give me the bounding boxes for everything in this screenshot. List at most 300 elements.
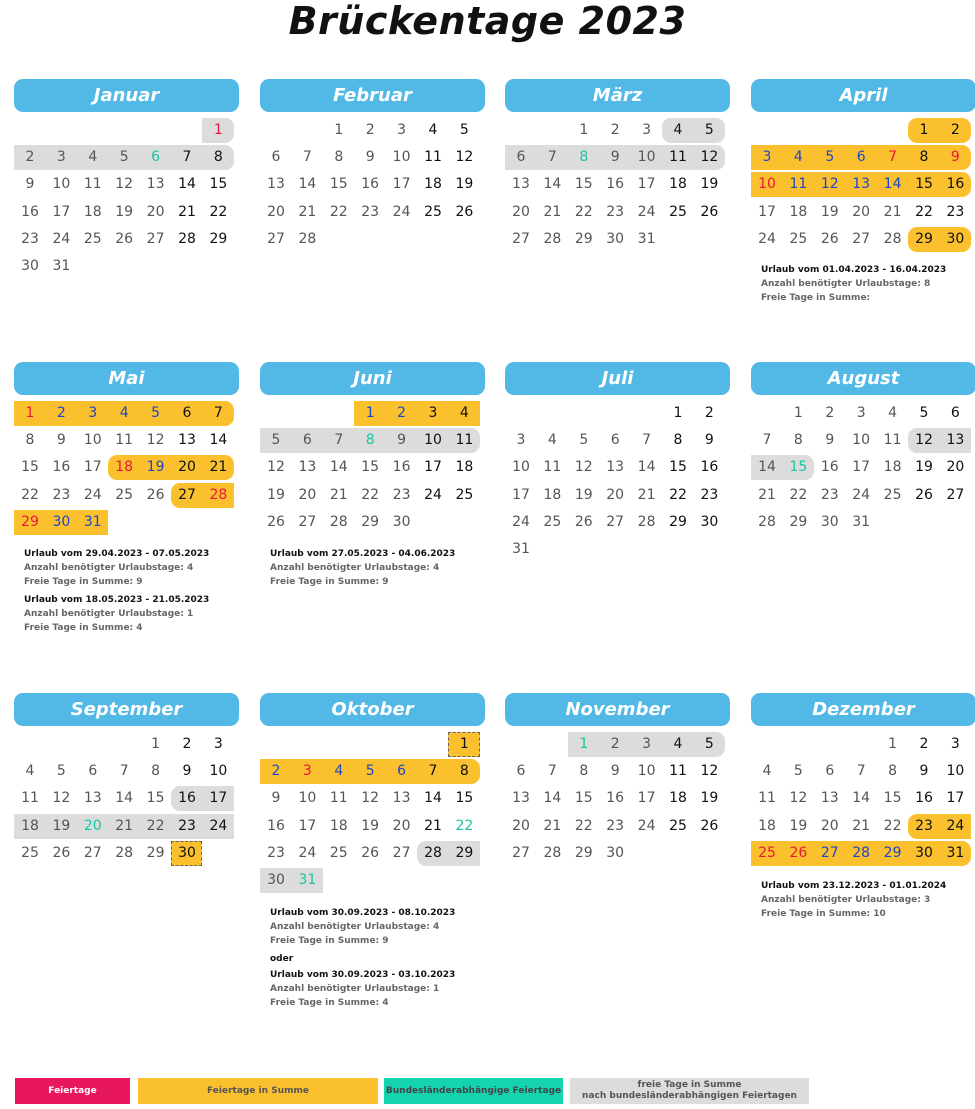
day-cell: 3	[950, 736, 960, 752]
day-cell: 10	[52, 176, 71, 193]
day-cell: 14	[637, 459, 656, 476]
day-cell: 4	[459, 405, 469, 421]
day-cell: 8	[334, 149, 344, 166]
day-cell: 30	[21, 258, 39, 274]
day-cell: 25	[669, 203, 687, 220]
day-cell: 2	[182, 736, 192, 752]
day-cell: 20	[606, 486, 625, 503]
day-cell: 13	[820, 790, 839, 807]
day-cell: 19	[115, 203, 134, 220]
day-cell: 26	[455, 203, 474, 220]
day-cell: 21	[178, 203, 196, 220]
note-free-days: Freie Tage in Summe: 9	[270, 936, 389, 946]
day-cell: 4	[673, 736, 683, 752]
day-cell: 9	[182, 763, 192, 780]
month-header: Januar	[14, 79, 239, 112]
day-cell: 12	[146, 432, 165, 449]
day-cell: 28	[543, 844, 562, 861]
day-cell: 5	[919, 405, 929, 421]
day-cell: 14	[209, 432, 228, 449]
day-cell: 1	[793, 405, 803, 421]
day-cell: 16	[361, 176, 380, 193]
day-cell: 26	[574, 513, 593, 530]
day-cell: 6	[397, 763, 407, 780]
day-cell: 29	[21, 513, 39, 530]
day-cell: 29	[883, 844, 902, 861]
day-cell: 21	[543, 203, 562, 220]
day-cell: 21	[329, 486, 348, 503]
day-cell: 12	[267, 459, 285, 476]
day-cell: 1	[888, 736, 898, 752]
day-cell: 28	[883, 230, 902, 247]
day-cell: 14	[329, 459, 348, 476]
day-cell: 18	[455, 459, 474, 476]
vacation-notes	[270, 547, 495, 589]
day-cell: 17	[209, 790, 228, 807]
note-vacation-days: Anzahl benötigter Urlaubstage: 1	[270, 984, 440, 994]
day-cell: 3	[88, 405, 98, 421]
day-cell: 7	[856, 763, 866, 780]
month-header: April	[751, 79, 975, 112]
day-cell: 30	[946, 230, 965, 247]
note-title: Urlaub vom 18.05.2023 - 21.05.2023	[24, 595, 210, 605]
day-cell: 13	[298, 459, 317, 476]
day-cell: 18	[789, 203, 808, 220]
day-cell: 29	[209, 230, 228, 247]
legend-label: Feiertage in Summe	[207, 1085, 309, 1096]
day-cell: 2	[25, 149, 35, 166]
day-cell: 7	[119, 763, 129, 780]
day-cell: 26	[700, 817, 719, 834]
day-cell: 12	[52, 790, 71, 807]
day-cell: 16	[267, 817, 285, 834]
day-cell: 1	[459, 736, 469, 752]
day-cell: 20	[392, 817, 411, 834]
day-cell: 4	[762, 763, 772, 780]
day-cell: 2	[610, 122, 620, 138]
day-cell: 15	[669, 459, 687, 476]
day-cell: 10	[637, 149, 656, 166]
day-cell: 18	[543, 486, 562, 503]
day-cell: 19	[52, 817, 71, 834]
day-cell: 20	[512, 817, 530, 834]
day-cell: 19	[700, 790, 719, 807]
day-cell: 15	[209, 176, 228, 193]
day-cell: 24	[512, 513, 530, 530]
day-cell: 15	[146, 790, 165, 807]
day-cell: 28	[758, 513, 776, 530]
day-cell: 4	[888, 405, 898, 421]
vacation-notes	[761, 263, 975, 305]
day-cell: 9	[950, 149, 960, 166]
day-cell: 28	[543, 230, 562, 247]
day-cell: 10	[392, 149, 411, 166]
day-cell: 14	[424, 790, 442, 807]
note-title: Urlaub vom 29.04.2023 - 07.05.2023	[24, 549, 210, 559]
day-cell: 19	[700, 176, 719, 193]
day-cell: 6	[950, 405, 960, 421]
day-cell: 27	[852, 230, 871, 247]
note-vacation-days: Anzahl benötigter Urlaubstage: 4	[270, 922, 440, 932]
note-title: Urlaub vom 23.12.2023 - 01.01.2024	[761, 881, 947, 891]
legend-label: Bundesländerabhängige Feiertage	[385, 1085, 562, 1096]
day-cell: 7	[547, 763, 557, 780]
day-cell: 9	[365, 149, 375, 166]
day-cell: 1	[579, 122, 589, 138]
day-cell: 7	[182, 149, 192, 166]
day-cell: 23	[606, 817, 625, 834]
day-cell: 8	[579, 763, 589, 780]
day-cell: 9	[825, 432, 835, 449]
month-märz	[505, 79, 730, 247]
day-cell: 21	[115, 817, 134, 834]
day-cell: 18	[115, 459, 134, 476]
day-cell: 24	[298, 844, 317, 861]
month-juli	[505, 362, 730, 557]
day-cell: 11	[669, 149, 687, 166]
day-cell: 12	[115, 176, 134, 193]
month-header: August	[751, 362, 975, 395]
day-cell: 8	[888, 763, 898, 780]
day-cell: 27	[820, 844, 839, 861]
day-cell: 28	[115, 844, 134, 861]
vacation-notes	[761, 879, 975, 921]
day-cell: 22	[361, 486, 380, 503]
day-cell: 14	[758, 459, 776, 476]
day-cell: 1	[673, 405, 683, 421]
day-cell: 8	[579, 149, 589, 166]
day-cell: 15	[574, 790, 593, 807]
day-cell: 28	[178, 230, 196, 247]
day-cell: 11	[789, 176, 808, 193]
day-cell: 18	[329, 817, 348, 834]
note-free-days: Freie Tage in Summe: 4	[24, 623, 143, 633]
day-cell: 9	[610, 149, 620, 166]
day-cell: 17	[637, 790, 656, 807]
day-cell: 8	[25, 432, 35, 449]
day-cell: 15	[574, 176, 593, 193]
day-cell: 12	[700, 149, 719, 166]
note-free-days: Freie Tage in Summe:	[761, 293, 871, 303]
day-cell: 5	[119, 149, 129, 166]
day-cell: 26	[361, 844, 380, 861]
day-cell: 14	[543, 176, 562, 193]
day-cell: 7	[547, 149, 557, 166]
day-cell: 31	[512, 541, 530, 557]
day-cell: 16	[178, 790, 196, 807]
day-cell: 6	[516, 149, 526, 166]
day-cell: 16	[820, 459, 839, 476]
day-cell: 10	[946, 763, 965, 780]
day-cell: 7	[762, 432, 772, 449]
day-cell: 20	[298, 486, 317, 503]
day-cell: 16	[946, 176, 965, 193]
day-cell: 26	[267, 513, 285, 530]
legend-item	[15, 1078, 130, 1104]
day-cell: 6	[825, 763, 835, 780]
day-cell: 13	[946, 432, 965, 449]
day-cell: 19	[455, 176, 474, 193]
day-cell: 11	[455, 432, 474, 449]
day-cell: 22	[883, 817, 902, 834]
day-cell: 5	[56, 763, 66, 780]
day-cell: 28	[298, 230, 317, 247]
vacation-notes	[24, 547, 249, 635]
day-cell: 4	[673, 122, 683, 138]
day-cell: 26	[52, 844, 71, 861]
day-cell: 1	[579, 736, 589, 752]
day-cell: 27	[512, 844, 530, 861]
day-cell: 21	[298, 203, 317, 220]
day-cell: 25	[21, 844, 39, 861]
day-cell: 21	[637, 486, 656, 503]
day-cell: 10	[758, 176, 776, 193]
day-cell: 5	[793, 763, 803, 780]
day-cell: 1	[213, 122, 223, 138]
day-cell: 13	[83, 790, 102, 807]
day-cell: 13	[178, 432, 196, 449]
day-cell: 7	[213, 405, 223, 421]
month-januar	[14, 79, 239, 274]
day-cell: 28	[329, 513, 348, 530]
day-cell: 17	[392, 176, 411, 193]
day-cell: 12	[455, 149, 474, 166]
day-cell: 27	[267, 230, 285, 247]
note-vacation-days: Anzahl benötigter Urlaubstage: 1	[24, 609, 194, 619]
day-cell: 20	[946, 459, 965, 476]
day-cell: 3	[56, 149, 66, 166]
day-cell: 13	[146, 176, 165, 193]
day-cell: 23	[946, 203, 965, 220]
day-cell: 19	[820, 203, 839, 220]
day-cell: 23	[392, 486, 411, 503]
day-cell: 26	[146, 486, 165, 503]
day-cell: 24	[209, 817, 228, 834]
day-cell: 20	[852, 203, 871, 220]
day-cell: 11	[758, 790, 776, 807]
day-cell: 11	[669, 763, 687, 780]
note-title: Urlaub vom 30.09.2023 - 08.10.2023	[270, 908, 456, 918]
day-cell: 7	[888, 149, 898, 166]
day-cell: 24	[637, 817, 656, 834]
day-cell: 4	[88, 149, 98, 166]
day-cell: 14	[852, 790, 871, 807]
day-cell: 18	[883, 459, 902, 476]
month-header: November	[505, 693, 730, 726]
day-cell: 24	[83, 486, 102, 503]
day-cell: 29	[361, 513, 380, 530]
month-august	[751, 362, 975, 530]
day-cell: 31	[298, 872, 317, 888]
day-cell: 24	[392, 203, 411, 220]
day-cell: 30	[606, 230, 625, 247]
day-cell: 3	[428, 405, 438, 421]
day-cell: 18	[669, 176, 687, 193]
day-cell: 15	[329, 176, 348, 193]
day-cell: 4	[793, 149, 803, 166]
day-cell: 26	[820, 230, 839, 247]
day-cell: 5	[271, 432, 281, 449]
day-cell: 12	[789, 790, 808, 807]
day-cell: 4	[119, 405, 129, 421]
day-cell: 2	[365, 122, 375, 138]
day-cell: 11	[329, 790, 348, 807]
day-cell: 16	[700, 459, 719, 476]
day-cell: 17	[424, 459, 442, 476]
day-cell: 17	[758, 203, 776, 220]
day-cell: 9	[610, 763, 620, 780]
day-cell: 8	[213, 149, 223, 166]
day-cell: 7	[428, 763, 438, 780]
day-cell: 30	[700, 513, 719, 530]
day-cell: 5	[365, 763, 375, 780]
month-header: Dezember	[751, 693, 975, 726]
day-cell: 24	[852, 486, 871, 503]
day-cell: 23	[700, 486, 719, 503]
day-cell: 29	[789, 513, 808, 530]
day-cell: 11	[424, 149, 442, 166]
note-vacation-days: Anzahl benötigter Urlaubstage: 4	[270, 563, 440, 573]
legend	[0, 1078, 975, 1106]
day-cell: 2	[919, 736, 929, 752]
day-cell: 3	[397, 122, 407, 138]
day-cell: 8	[459, 763, 469, 780]
day-cell: 3	[642, 122, 652, 138]
day-cell: 25	[669, 817, 687, 834]
day-cell: 19	[915, 459, 933, 476]
day-cell: 6	[151, 149, 161, 166]
day-cell: 20	[512, 203, 530, 220]
day-cell: 22	[21, 486, 39, 503]
day-cell: 21	[758, 486, 776, 503]
day-cell: 23	[21, 230, 39, 247]
day-cell: 31	[83, 513, 102, 530]
day-cell: 9	[56, 432, 66, 449]
day-cell: 18	[758, 817, 776, 834]
vacation-notes	[270, 906, 495, 1010]
note-free-days: Freie Tage in Summe: 9	[270, 577, 389, 587]
day-cell: 21	[543, 817, 562, 834]
day-cell: 7	[642, 432, 652, 449]
day-cell: 19	[267, 486, 285, 503]
day-cell: 21	[883, 203, 902, 220]
day-cell: 14	[543, 790, 562, 807]
day-cell: 30	[178, 844, 196, 861]
day-cell: 22	[669, 486, 687, 503]
month-header: März	[505, 79, 730, 112]
day-cell: 27	[83, 844, 102, 861]
day-cell: 8	[365, 432, 375, 449]
day-cell: 10	[298, 790, 317, 807]
day-cell: 6	[302, 432, 312, 449]
day-cell: 8	[673, 432, 683, 449]
day-cell: 1	[334, 122, 344, 138]
day-cell: 6	[182, 405, 192, 421]
day-cell: 26	[700, 203, 719, 220]
day-cell: 30	[52, 513, 71, 530]
day-cell: 15	[915, 176, 933, 193]
day-cell: 29	[574, 230, 593, 247]
day-cell: 30	[915, 844, 933, 861]
legend-label: Feiertage	[48, 1085, 97, 1096]
day-cell: 2	[271, 763, 281, 780]
day-cell: 29	[915, 230, 933, 247]
day-cell: 22	[455, 817, 474, 834]
day-cell: 17	[298, 817, 317, 834]
page-title: Brückentage 2023	[288, 0, 687, 43]
day-cell: 4	[25, 763, 35, 780]
day-cell: 10	[83, 432, 102, 449]
day-cell: 23	[915, 817, 933, 834]
day-cell: 6	[88, 763, 98, 780]
day-cell: 22	[209, 203, 228, 220]
day-cell: 19	[789, 817, 808, 834]
day-cell: 23	[52, 486, 71, 503]
day-cell: 27	[946, 486, 965, 503]
day-cell: 25	[883, 486, 902, 503]
day-cell: 20	[267, 203, 285, 220]
month-header: Juli	[505, 362, 730, 395]
day-cell: 25	[789, 230, 808, 247]
day-cell: 9	[397, 432, 407, 449]
day-cell: 29	[455, 844, 474, 861]
day-cell: 23	[361, 203, 380, 220]
day-cell: 2	[950, 122, 960, 138]
day-cell: 26	[915, 486, 933, 503]
month-april	[751, 79, 975, 303]
day-cell: 17	[637, 176, 656, 193]
day-cell: 30	[267, 872, 285, 888]
day-cell: 11	[543, 459, 562, 476]
day-cell: 9	[919, 763, 929, 780]
month-juni	[260, 362, 485, 587]
day-cell: 30	[820, 513, 839, 530]
day-cell: 25	[83, 230, 102, 247]
day-cell: 14	[178, 176, 196, 193]
day-cell: 7	[302, 149, 312, 166]
day-cell: 1	[365, 405, 375, 421]
day-cell: 20	[83, 817, 102, 834]
day-cell: 29	[146, 844, 165, 861]
day-cell: 23	[178, 817, 196, 834]
month-februar	[260, 79, 485, 247]
day-cell: 22	[146, 817, 165, 834]
month-dezember	[751, 693, 975, 919]
day-cell: 16	[606, 176, 625, 193]
day-cell: 23	[606, 203, 625, 220]
day-cell: 19	[146, 459, 165, 476]
day-cell: 1	[25, 405, 35, 421]
day-cell: 15	[883, 790, 902, 807]
day-cell: 15	[455, 790, 474, 807]
day-cell: 27	[606, 513, 625, 530]
day-cell: 21	[209, 459, 228, 476]
day-cell: 25	[455, 486, 474, 503]
day-cell: 3	[642, 736, 652, 752]
day-cell: 16	[21, 203, 39, 220]
day-cell: 8	[919, 149, 929, 166]
day-cell: 16	[606, 790, 625, 807]
day-cell: 3	[213, 736, 223, 752]
day-cell: 3	[516, 432, 526, 449]
day-cell: 10	[424, 432, 442, 449]
day-cell: 16	[392, 459, 411, 476]
day-cell: 27	[392, 844, 411, 861]
month-header: Juni	[260, 362, 485, 395]
day-cell: 11	[21, 790, 39, 807]
day-cell: 27	[512, 230, 530, 247]
day-cell: 10	[209, 763, 228, 780]
